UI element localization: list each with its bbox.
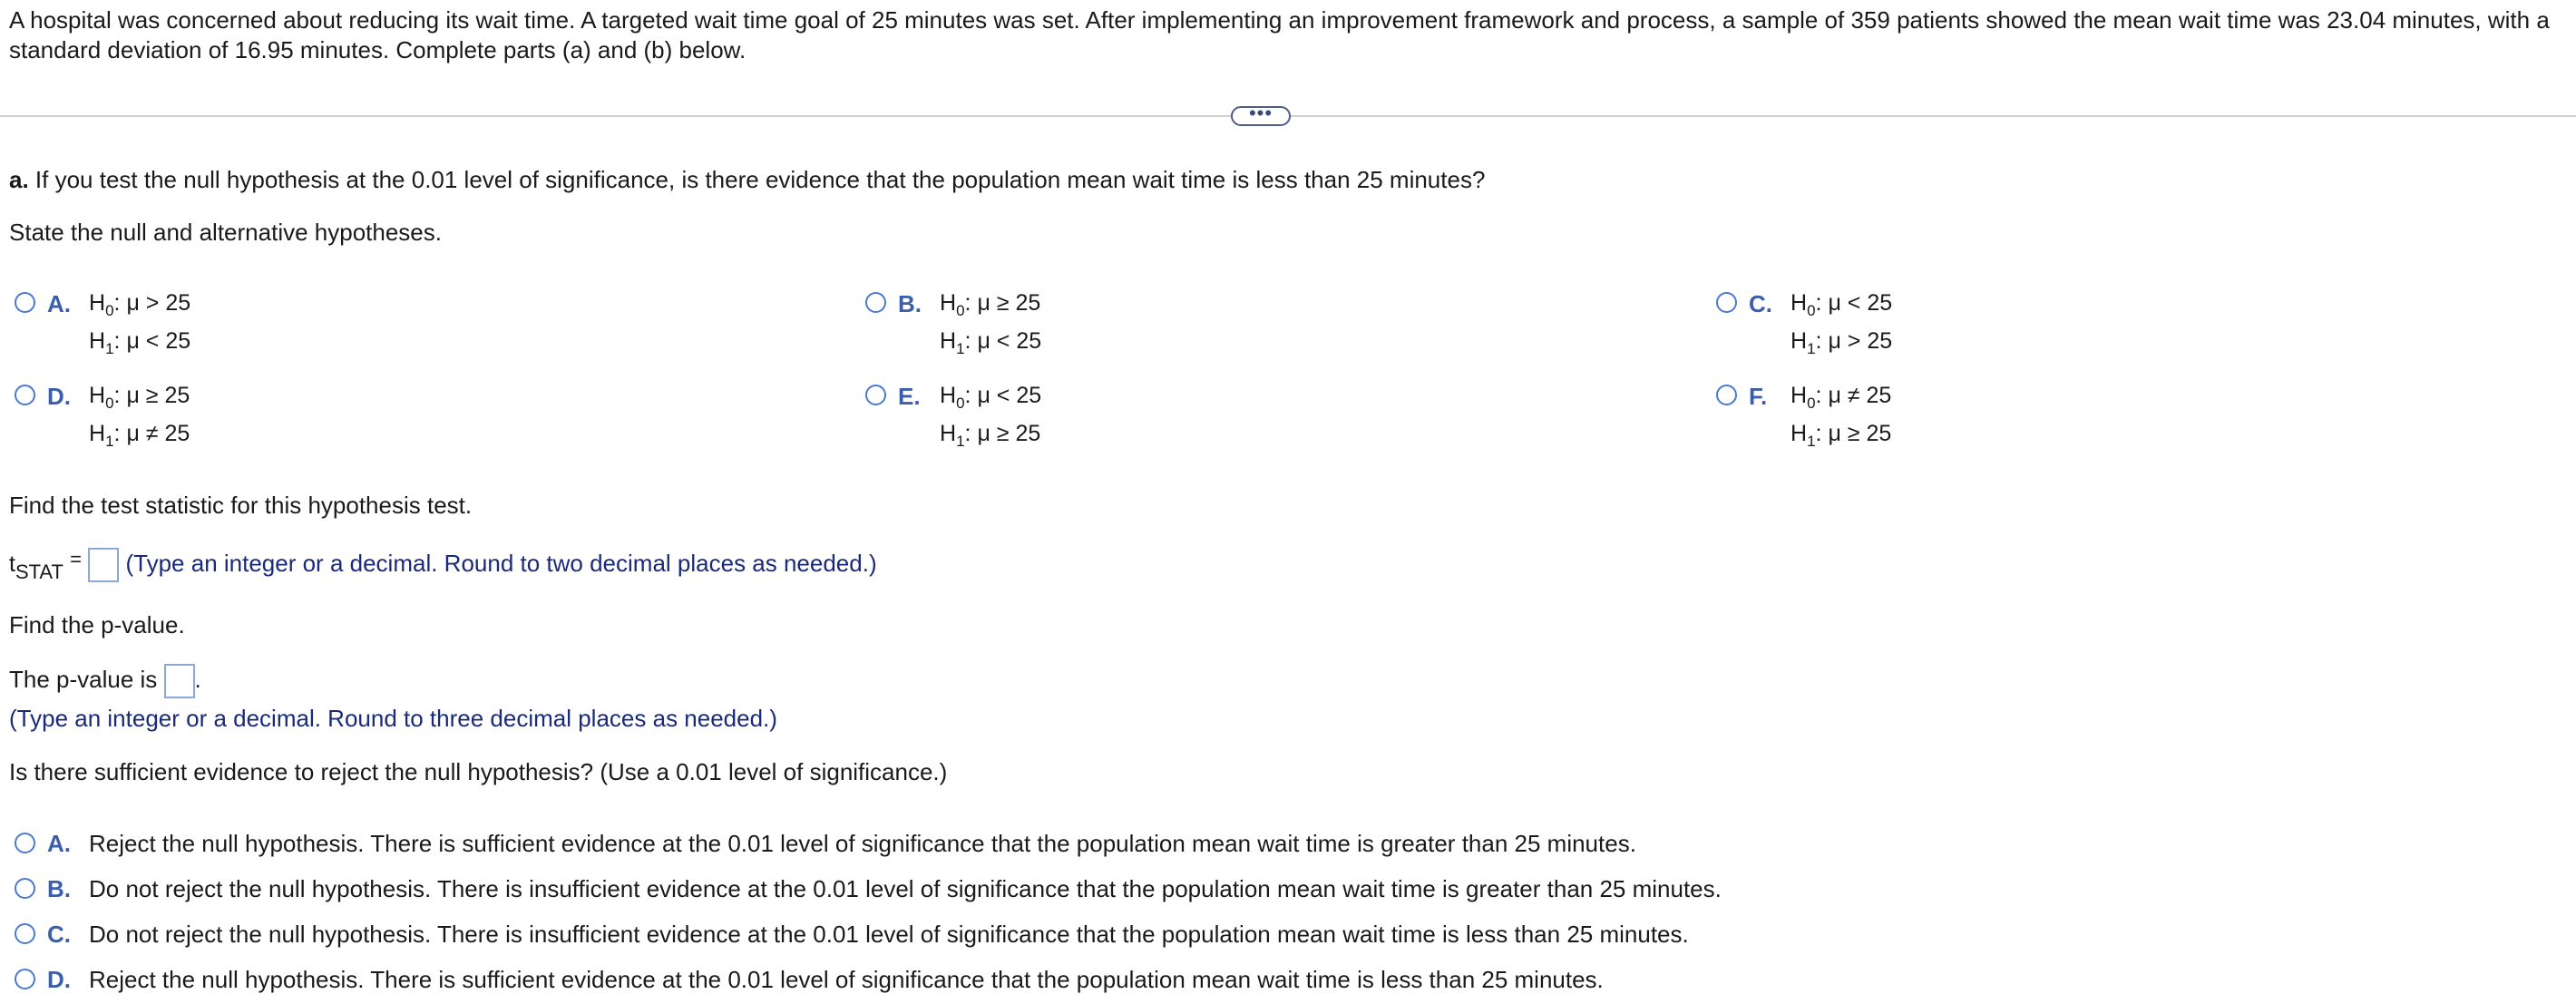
hypothesis-option-letter: B.	[898, 290, 922, 317]
problem-intro: A hospital was concerned about reducing its wait time. A targeted wait time goal of 25 minutes was set. After implementing an improvement framework and process, a sample of 359 patients showed the mean wait time was 23.04 minutes, with a standard deviation of 16.95 minutes. Complete parts (a) and (b) below.	[9, 6, 2550, 63]
h0-relation: μ > 25	[126, 290, 191, 316]
h0-statement: $H_0$: μ < 25	[940, 383, 1042, 412]
h0-statement: $H_0$: μ ≥ 25	[940, 290, 1041, 319]
hypothesis-option-radio[interactable]	[1716, 385, 1737, 405]
h1-relation: μ ≥ 25	[1828, 421, 1892, 446]
expand-more-button[interactable]: •••	[1231, 106, 1291, 126]
decision-option-text: Do not reject the null hypothesis. There is insufficient evidence at the 0.01 level of significance that the population mean wait time is less than 25 minutes.	[89, 921, 1689, 948]
test-statistic-prompt: Find the test statistic for this hypothesis test.	[9, 492, 473, 519]
hypothesis-option-radio[interactable]	[15, 292, 35, 313]
decision-option-text: Reject the null hypothesis. There is sufficient evidence at the 0.01 level of significance that the population mean wait time is greater than 25 minutes.	[89, 830, 1636, 857]
h1-relation: μ < 25	[977, 328, 1042, 354]
h1-statement: $H_1$: μ < 25	[89, 328, 191, 357]
decision-option-letter: B.	[47, 875, 71, 902]
pvalue-input[interactable]	[164, 664, 195, 698]
part-a-label: a.	[9, 166, 29, 193]
hypothesis-option-letter: D.	[47, 383, 71, 410]
h0-statement: $H_0$: μ > 25	[89, 290, 191, 319]
tstat-row	[9, 548, 877, 584]
h1-relation: μ ≥ 25	[977, 421, 1041, 446]
pvalue-prompt: Find the p-value.	[9, 611, 185, 638]
hypothesis-option-letter: E.	[898, 383, 921, 410]
reject-prompt: Is there sufficient evidence to reject the null hypothesis? (Use a 0.01 level of significance.)	[9, 758, 948, 785]
hypothesis-option-letter: C.	[1749, 290, 1772, 317]
pvalue-label: The p-value is	[9, 665, 158, 693]
hypothesis-option-radio[interactable]	[865, 292, 886, 313]
decision-option-radio[interactable]	[15, 878, 35, 899]
pvalue-row	[9, 664, 201, 698]
h1-relation: μ < 25	[126, 328, 191, 354]
decision-option-radio[interactable]	[15, 923, 35, 944]
tstat-label: $t_{STAT}$	[9, 551, 63, 583]
h1-statement: $H_1$: μ < 25	[940, 328, 1042, 357]
h0-relation: μ ≥ 25	[977, 290, 1041, 316]
part-a-question	[9, 166, 1485, 194]
decision-option-radio[interactable]	[15, 833, 35, 853]
h1-statement: $H_1$: μ ≥ 25	[1791, 421, 1892, 450]
decision-option-letter: C.	[47, 921, 71, 948]
decision-option-radio[interactable]	[15, 969, 35, 989]
h0-statement: $H_0$: μ < 25	[1791, 290, 1893, 319]
h0-relation: μ < 25	[977, 383, 1042, 408]
h0-relation: μ < 25	[1828, 290, 1893, 316]
decision-option-letter: D.	[47, 966, 71, 993]
state-hypotheses-prompt: State the null and alternative hypotheses.	[9, 219, 442, 246]
h1-relation: μ ≠ 25	[126, 421, 190, 446]
hypothesis-option-radio[interactable]	[15, 385, 35, 405]
hypothesis-option-letter: F.	[1749, 383, 1768, 410]
part-a-question-text: If you test the null hypothesis at the 0.01 level of significance, is there evidence that the population mean wait time is less than 25 minutes?	[34, 166, 1486, 193]
h1-relation: μ > 25	[1828, 328, 1893, 354]
hypothesis-option-radio[interactable]	[1716, 292, 1737, 313]
hypothesis-option-letter: A.	[47, 290, 71, 317]
h0-relation: μ ≥ 25	[126, 383, 190, 408]
decision-option-text: Do not reject the null hypothesis. There is insufficient evidence at the 0.01 level of significance that the population mean wait time is greater than 25 minutes.	[89, 875, 1722, 902]
decision-option-text: Reject the null hypothesis. There is sufficient evidence at the 0.01 level of significance that the population mean wait time is less than 25 minutes.	[89, 966, 1604, 993]
h0-statement: $H_0$: μ ≠ 25	[1791, 383, 1892, 412]
h0-statement: $H_0$: μ ≥ 25	[89, 383, 190, 412]
tstat-input[interactable]	[88, 548, 119, 582]
hypothesis-option-radio[interactable]	[865, 385, 886, 405]
tstat-equals: =	[70, 548, 83, 570]
pvalue-period: .	[194, 665, 201, 693]
h1-statement: $H_1$: μ ≠ 25	[89, 421, 190, 450]
decision-option-letter: A.	[47, 830, 71, 857]
h1-statement: $H_1$: μ > 25	[1791, 328, 1893, 357]
tstat-hint: (Type an integer or a decimal. Round to two decimal places as needed.)	[125, 550, 877, 577]
pvalue-hint: (Type an integer or a decimal. Round to three decimal places as needed.)	[9, 705, 777, 732]
h1-statement: $H_1$: μ ≥ 25	[940, 421, 1041, 450]
h0-relation: μ ≠ 25	[1828, 383, 1892, 408]
